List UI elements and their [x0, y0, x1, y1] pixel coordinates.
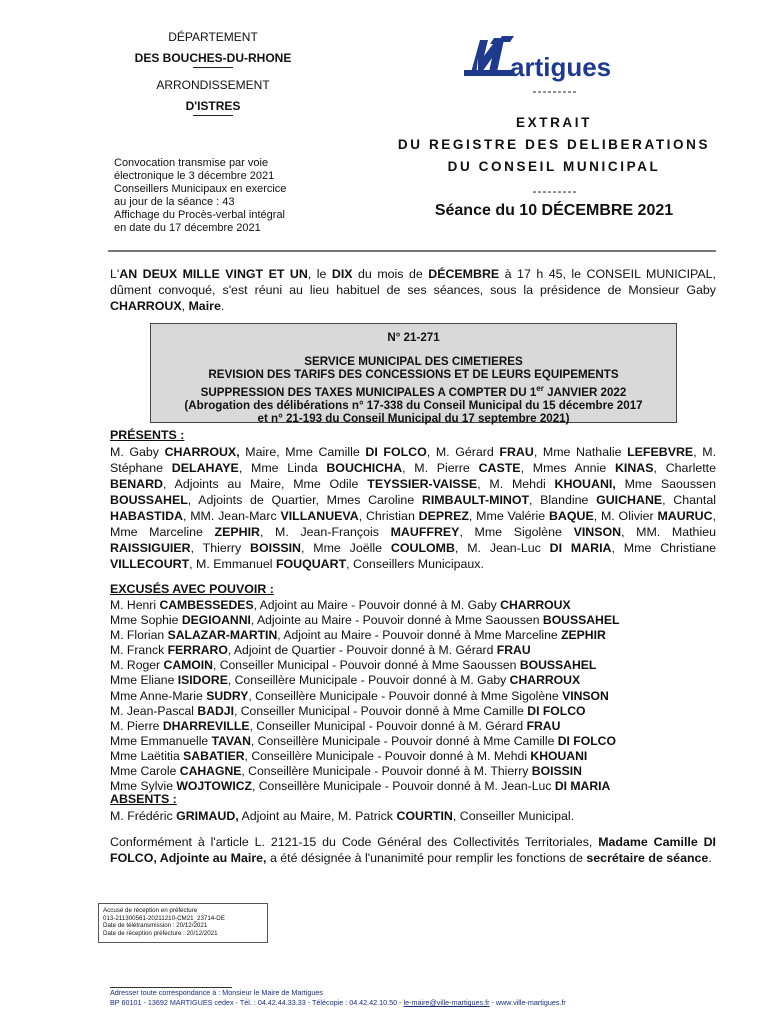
text-run: , Conseiller Municipal - Pouvoir donné à M. Gérard: [249, 718, 527, 733]
conseil-title: DU CONSEIL MUNICIPAL: [447, 159, 661, 174]
excuse-line: [110, 598, 716, 613]
deliberation-abrogation: et n° 21-193 du Conseil Municipal du 17 septembre 2021): [257, 411, 570, 425]
presents-list: [110, 444, 716, 572]
text-run-bold: DHARREVILLE: [162, 718, 250, 733]
deliberation-subject: REVISION DES TARIFS DES CONCESSIONS ET DE LEURS EQUIPEMENTS: [208, 368, 619, 382]
text-run-bold: DI MARIA: [549, 541, 612, 555]
convocation-notes: [114, 157, 344, 235]
text-run: à 17 h 45, le CONSEIL MUNICIPAL, dûment convoqué, s'est réuni au lieu habituel de ses séances, sous la présidence de Monsieur Gaby: [110, 267, 716, 297]
text-run-bold: FRAU: [526, 718, 561, 733]
excuses-list: [110, 598, 716, 794]
text-run: , Mme Christiane: [611, 541, 716, 555]
excuse-line: [110, 613, 716, 628]
text-run-bold: BOUSSAHEL: [542, 613, 620, 628]
text-run: , M. Emmanuel: [189, 557, 276, 571]
convocation-line: Conseillers Municipaux en exercice: [114, 183, 287, 195]
text-run: du mois de: [352, 267, 429, 281]
text-run-bold: RIMBAULT-MINOT: [421, 493, 530, 507]
text-run-bold: TEYSSIER-VAISSE: [367, 477, 478, 491]
text-run-bold: VILLANUEVA: [280, 509, 359, 523]
text-run: , Conseillers Municipaux.: [346, 557, 484, 571]
text-run-bold: ZEPHIR: [214, 525, 260, 539]
text-run: , Conseillère Municipale - Pouvoir donné à Mme Camille: [250, 733, 558, 748]
text-run: , Mmes Annie: [520, 461, 615, 475]
text-run-bold: FOUQUART: [275, 557, 347, 571]
text-run: Conformément à l'article L. 2121-15 du Code Général des Collectivités Territoriales,: [110, 835, 599, 849]
excuse-line: [110, 643, 716, 658]
excuse-line: [110, 764, 716, 779]
text-run-bold: GRIMAUD,: [176, 809, 239, 823]
text-run: , Adjoint au Maire - Pouvoir donné à M. Gaby: [253, 598, 501, 612]
text-run-bold: ISIDORE: [177, 673, 228, 688]
text-run: Mme Eliane: [110, 673, 178, 688]
text-run: Mme Sophie: [110, 613, 182, 628]
text-run-bold: KHOUANI,: [554, 477, 616, 491]
deliberation-abrogation: (Abrogation des délibérations n° 17-338 du Conseil Municipal du 15 décembre 2017: [184, 398, 643, 412]
text-run-bold: CHARROUX: [509, 673, 581, 688]
text-run: er: [536, 383, 544, 393]
text-run-bold: secrétaire de séance: [586, 851, 709, 865]
text-run-bold: GUICHANE: [596, 493, 663, 507]
footer-contact-line: [110, 998, 760, 1008]
dashes-separator: ---------: [532, 84, 578, 98]
seance-date: Séance du 10 DÉCEMBRE 2021: [434, 202, 674, 219]
text-run-bold: BOUCHICHA: [326, 461, 403, 475]
divider: [193, 67, 233, 68]
excuse-line: [110, 719, 716, 734]
text-run-bold: BOISSIN: [531, 764, 582, 779]
text-run: , Charlette: [653, 461, 716, 475]
text-run: , le: [307, 267, 332, 281]
text-run-bold: MAUFFREY: [390, 525, 460, 539]
secretaire-paragraph: [110, 834, 716, 866]
text-run-bold: DELAHAYE: [171, 461, 239, 475]
stamp-line: Accusé de réception en préfecture: [103, 907, 198, 914]
text-run: , Mme Marceline: [110, 509, 716, 539]
text-run: M. Frédéric: [110, 809, 177, 823]
text-run: , M. Mehdi: [477, 477, 555, 491]
text-run: Mme Emmanuelle: [110, 733, 212, 748]
text-run-bold: VINSON: [573, 525, 622, 539]
text-run: , Conseillère Municipale - Pouvoir donné à Mme Sigolène: [248, 688, 563, 703]
text-run: , Conseillère Municipale - Pouvoir donné à M. Jean-Luc: [251, 779, 555, 794]
text-run: , Conseillère Municipale - Pouvoir donné à M. Thierry: [241, 764, 532, 779]
text-run: , Mme Nathalie: [533, 445, 628, 459]
text-run: , Mme Joëlle: [301, 541, 391, 555]
text-run-bold: LEFEBVRE: [627, 445, 694, 459]
stamp-line: 013-211300561-20211210-CM21_23714-DE: [103, 914, 225, 922]
absents-title: ABSENTS :: [110, 792, 177, 806]
text-run: , MM. Mathieu: [621, 525, 716, 539]
text-run-bold: BADJI: [197, 703, 234, 718]
text-run-bold: FRAU: [499, 445, 534, 459]
text-run: , Conseiller Municipal - Pouvoir donné à Mme Saoussen: [212, 658, 520, 673]
text-run: a été désignée à l'unanimité pour remplir les fonctions de: [266, 851, 587, 865]
text-run-bold: HABASTIDA: [110, 509, 183, 523]
text-run: , Conseillère Municipale - Pouvoir donné à M. Mehdi: [244, 748, 531, 763]
text-run-bold: AN DEUX MILLE VINGT ET UN: [119, 267, 308, 281]
header-left: [108, 30, 318, 126]
text-run-bold: CHARROUX: [110, 299, 182, 313]
text-run-bold: CHARROUX,: [164, 445, 240, 459]
excuse-line: [110, 689, 716, 704]
text-run-bold: DI MARIA: [554, 779, 611, 794]
text-run-bold: Madame Camille DI FOLCO, Adjointe au Maire,: [110, 835, 716, 865]
email-link[interactable]: le-maire@ville-martigues.fr: [403, 998, 490, 1007]
text-run: M. Florian: [110, 628, 168, 643]
text-run: Mme Sylvie: [110, 779, 177, 794]
text-run: , Conseiller Municipal.: [452, 809, 575, 823]
text-run-bold: BAQUE: [548, 509, 594, 523]
text-run: Mme Anne-Marie: [110, 688, 207, 703]
text-run: M. Franck: [110, 643, 168, 658]
stamp-line: Date de télétransmission : 20/12/2021: [103, 922, 208, 930]
text-run-bold: Maire: [188, 299, 221, 313]
registre-title: DU REGISTRE DES DELIBERATIONS: [397, 137, 711, 152]
convocation-line: au jour de la séance : 43: [114, 196, 235, 208]
header-divider: [108, 250, 716, 252]
text-run: SUPPRESSION DES TAXES MUNICIPALES A COMPTER DU 1: [200, 385, 537, 399]
text-run-bold: DIX: [331, 267, 353, 281]
text-run: M. Roger: [110, 658, 164, 673]
text-run-bold: VILLECOURT: [110, 557, 190, 571]
deliberation-number: N° 21-271: [387, 331, 440, 344]
text-run: Mme Laëtitia: [110, 748, 184, 763]
divider: [193, 115, 233, 116]
text-run-bold: CASTE: [478, 461, 521, 475]
text-run: , Christian: [358, 509, 419, 523]
text-run: , M. Gérard: [426, 445, 500, 459]
text-run: , M. Jean-François: [259, 525, 391, 539]
text-run-bold: DÉCEMBRE: [428, 267, 500, 281]
text-run: M. Jean-Pascal: [110, 703, 198, 718]
text-run-bold: TAVAN: [211, 733, 251, 748]
text-run: , M. Pierre: [402, 461, 479, 475]
martigues-logo-mark: [462, 36, 642, 82]
text-run-bold: KHOUANI: [530, 748, 588, 763]
text-run: M. Henri: [110, 598, 160, 612]
text-run: , Conseillère Municipale - Pouvoir donné à M. Gaby: [227, 673, 510, 688]
text-run: L': [110, 267, 120, 281]
text-run-bold: RAISSIGUIER: [110, 541, 191, 555]
convocation-line: en date du 17 décembre 2021: [114, 222, 261, 234]
text-run-bold: WOJTOWICZ: [176, 779, 252, 794]
excuse-line: [110, 734, 716, 749]
text-run-bold: BOISSIN: [250, 541, 301, 555]
convocation-line: électronique le 3 décembre 2021: [114, 170, 275, 182]
text-run: , Mme Valérie: [468, 509, 549, 523]
arrondissement-name: D'ISTRES: [185, 99, 241, 113]
deliberation-subject: [151, 382, 676, 399]
departement-label: DÉPARTEMENT: [168, 30, 258, 44]
arrondissement-label: ARRONDISSEMENT: [156, 78, 270, 92]
convocation-line: Convocation transmise par voie: [114, 157, 269, 169]
text-run: Maire, Mme Camille: [239, 445, 366, 459]
text-run-bold: MAURUC: [657, 509, 713, 523]
text-run-bold: DI FOLCO: [527, 703, 586, 718]
text-run-bold: SABATIER: [183, 748, 245, 763]
footer-contact: BP 60101 - 13692 MARTIGUES cedex - Tél. : 04.42.44.33.33 - Télécopie : 04.42.42.10.50 -: [110, 998, 404, 1007]
departement-name: DES BOUCHES-DU-RHONE: [134, 51, 292, 65]
text-run-bold: SUDRY: [206, 688, 249, 703]
text-run: , M. Jean-Luc: [454, 541, 550, 555]
footer-address-line: Adresser toute correspondance à : Monsieur le Maire de Martigues: [110, 988, 323, 997]
text-run-bold: CAMOIN: [163, 658, 213, 673]
text-run: , Adjoint de Quartier - Pouvoir donné à M. Gérard: [227, 643, 497, 658]
text-run: Mme Saoussen: [615, 477, 716, 491]
dashes-separator: ---------: [532, 184, 578, 198]
absents-list: [110, 808, 716, 824]
text-run-bold: FRAU: [496, 643, 531, 658]
excuse-line: [110, 779, 716, 794]
martigues-logo: [462, 36, 642, 82]
text-run-bold: DEGIOANNI: [181, 613, 251, 628]
convocation-line: Affichage du Procès-verbal intégral: [114, 209, 286, 221]
text-run: , Blandine: [529, 493, 597, 507]
extrait-heading: [384, 112, 724, 178]
text-run-bold: VINSON: [562, 688, 609, 703]
text-run: , MM. Jean-Marc: [182, 509, 281, 523]
deliberation-box: [150, 323, 677, 423]
text-run: , Adjoints de Quartier, Mmes Caroline: [187, 493, 422, 507]
text-run: , Conseiller Municipal - Pouvoir donné à Mme Camille: [233, 703, 528, 718]
text-run-bold: CHARROUX: [500, 598, 571, 612]
text-run: , M. Stéphane: [110, 445, 717, 475]
text-run: , Chantal: [662, 493, 717, 507]
stamp-line: Date de réception préfecture : 20/12/2021: [103, 929, 218, 937]
text-run-bold: BOUSSAHEL: [519, 658, 597, 673]
text-run-bold: BENARD: [110, 477, 164, 491]
text-run: , M. Olivier: [593, 509, 658, 523]
text-run-bold: CAMBESSEDES: [159, 598, 254, 612]
excuses-title: EXCUSÉS AVEC POUVOIR :: [110, 582, 274, 596]
text-run-bold: DI FOLCO: [365, 445, 427, 459]
text-run: Mme Carole: [110, 764, 180, 779]
text-run: , Adjoints au Maire, Mme Odile: [163, 477, 368, 491]
text-run-bold: DEPREZ: [418, 509, 469, 523]
text-run-bold: CAHAGNE: [179, 764, 242, 779]
text-run-bold: ZEPHIR: [561, 628, 606, 643]
excuse-line: [110, 628, 716, 643]
text-run: , Mme Sigolène: [459, 525, 574, 539]
text-run-bold: DI FOLCO: [557, 733, 616, 748]
text-run-bold: SALAZAR-MARTIN: [167, 628, 278, 643]
text-run: .: [708, 851, 712, 865]
text-run: M. Gaby: [110, 445, 165, 459]
footer-website: - www.ville-martigues.fr: [489, 998, 566, 1007]
text-run-bold: COULOMB: [390, 541, 455, 555]
logo-wordmark: artigues: [510, 52, 612, 82]
text-run: Adjoint au Maire, M. Patrick: [238, 809, 397, 823]
text-run-bold: FERRARO: [167, 643, 228, 658]
text-run: .: [220, 299, 225, 313]
text-run-bold: KINAS: [614, 461, 654, 475]
extrait-title: EXTRAIT: [516, 115, 592, 130]
text-run: , Adjointe au Maire - Pouvoir donné à Mme Saoussen: [250, 613, 543, 628]
text-run: M. Pierre: [110, 718, 163, 733]
excuse-line: [110, 704, 716, 719]
text-run: , Mme Linda: [238, 461, 327, 475]
presents-title: PRÉSENTS :: [110, 428, 185, 442]
excuse-line: [110, 673, 716, 688]
excuse-line: [110, 749, 716, 764]
prefecture-stamp: [98, 903, 268, 943]
deliberation-service: SERVICE MUNICIPAL DES CIMETIERES: [304, 355, 523, 369]
text-run: ,: [181, 299, 189, 313]
text-run: JANVIER 2022: [543, 385, 627, 399]
intro-paragraph: [110, 266, 716, 314]
footer: [110, 988, 760, 1008]
text-run-bold: COURTIN: [396, 809, 453, 823]
text-run-bold: BOUSSAHEL: [110, 493, 188, 507]
text-run: , Adjoint au Maire - Pouvoir donné à Mme Marceline: [277, 628, 562, 643]
text-run: , Thierry: [190, 541, 251, 555]
excuse-line: [110, 658, 716, 673]
